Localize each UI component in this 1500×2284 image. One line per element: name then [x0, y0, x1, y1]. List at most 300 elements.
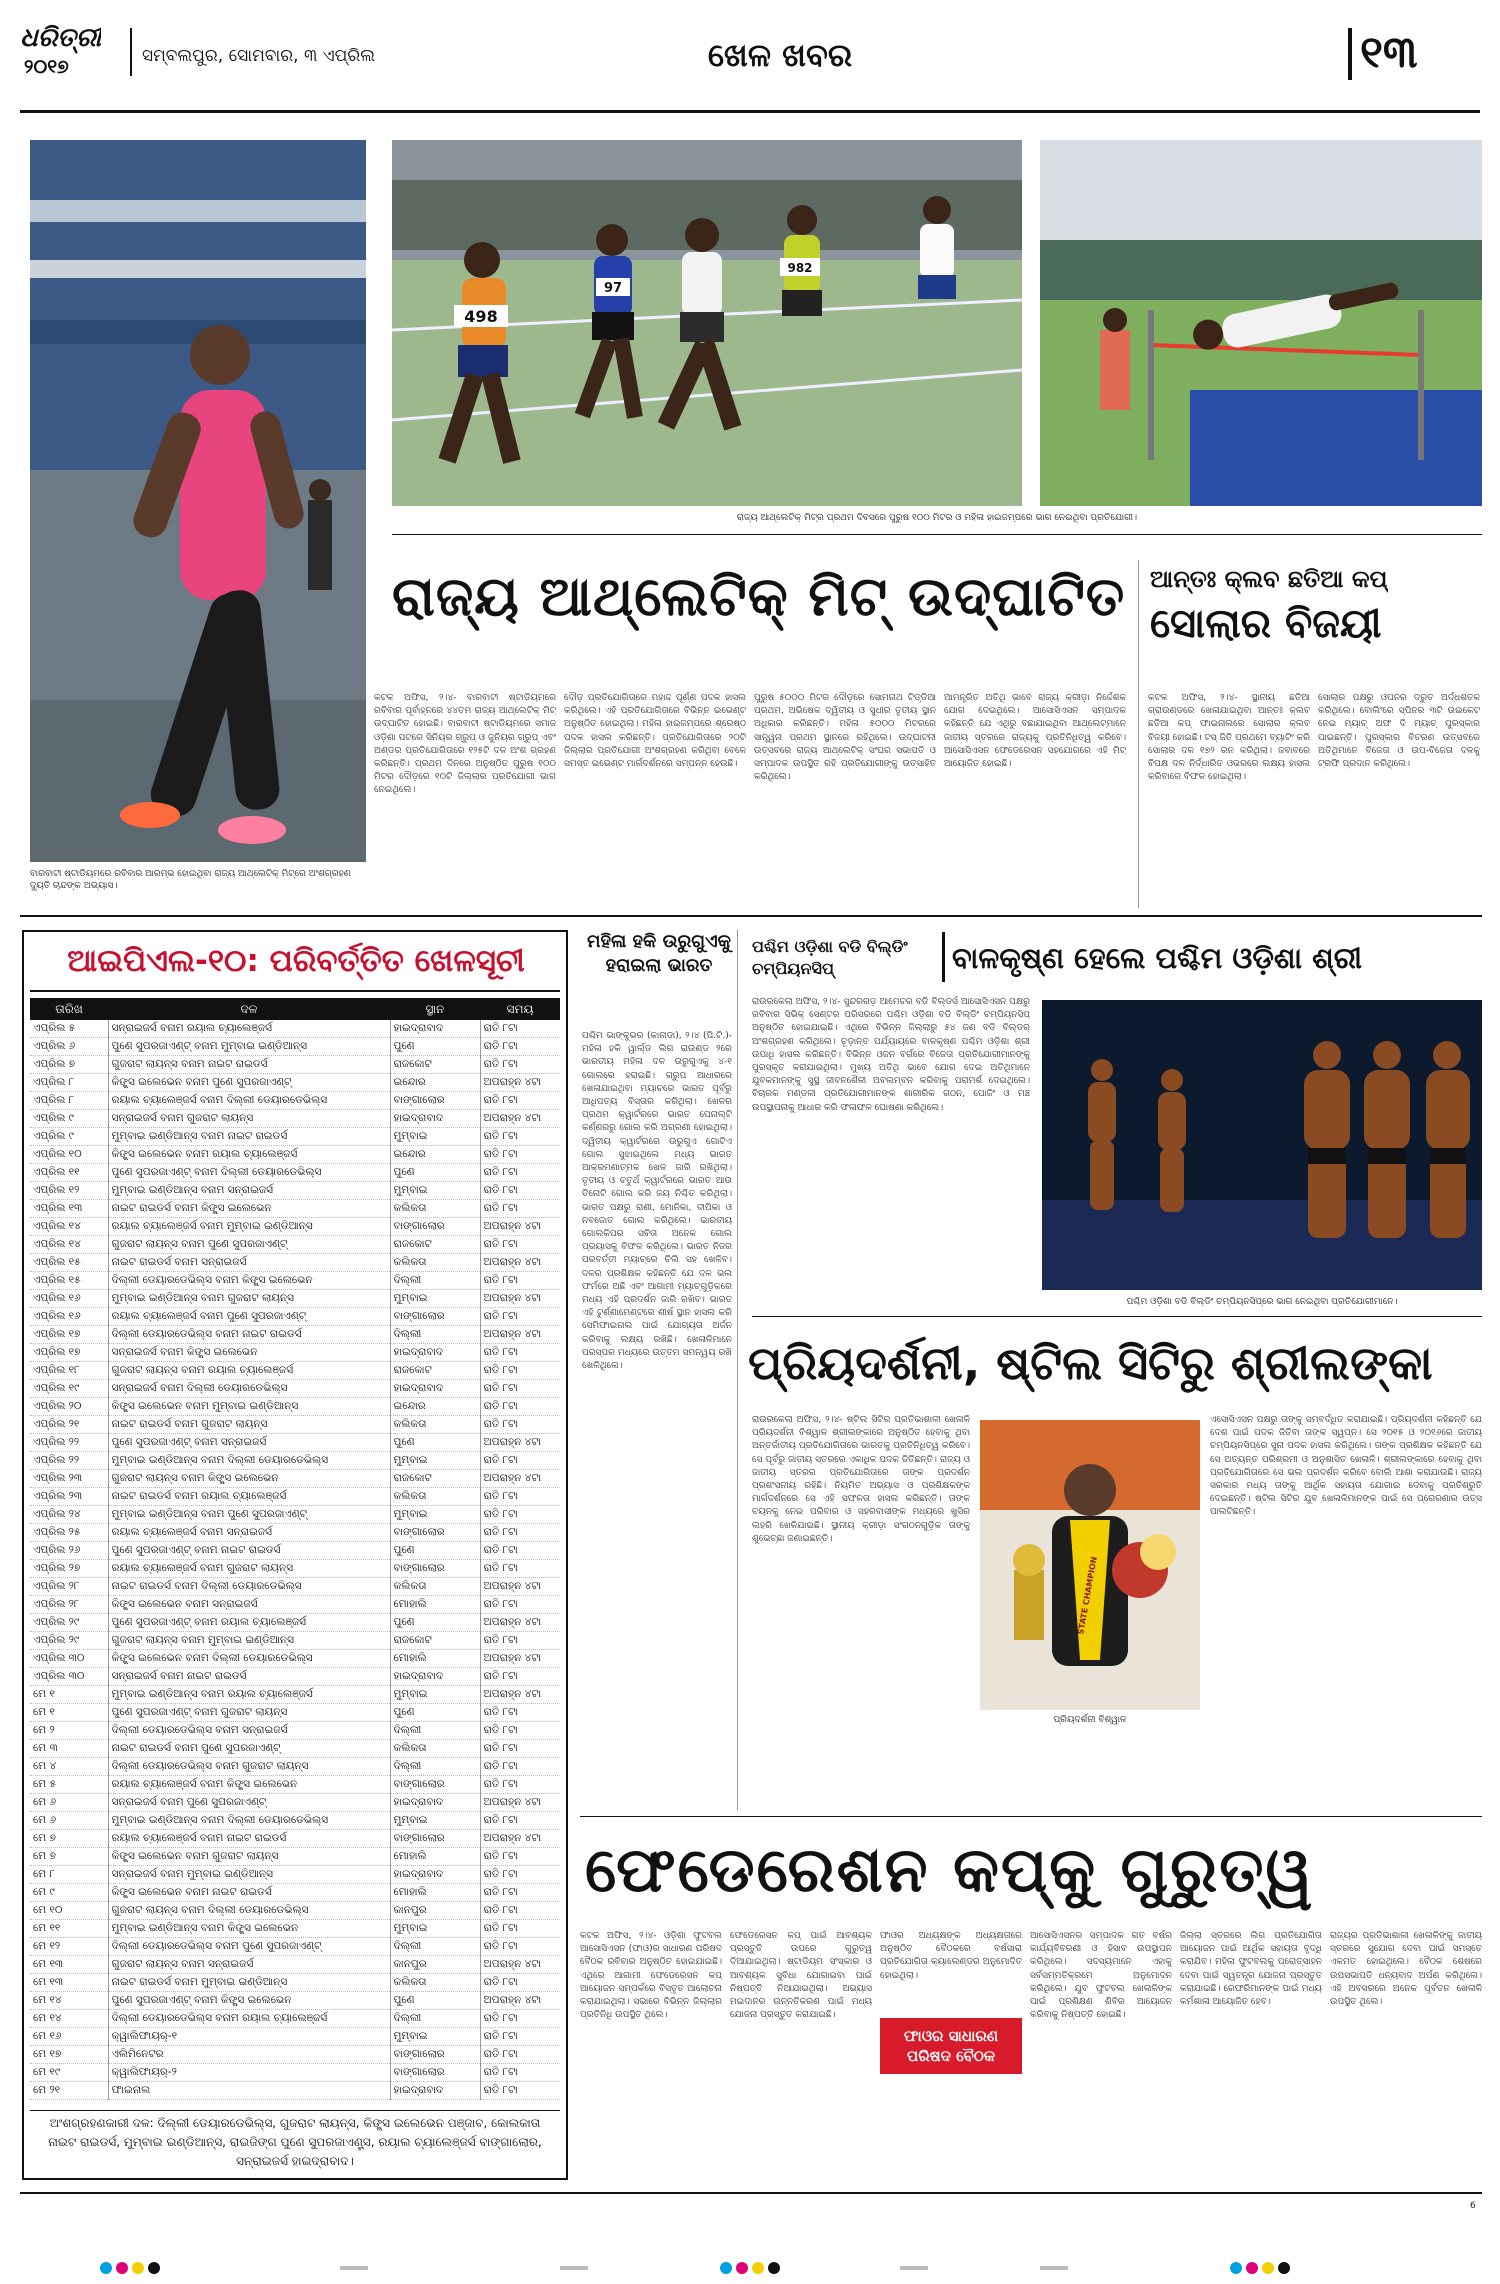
ipl-cell-teams: ଏଲିମିନେଟର [108, 2046, 390, 2064]
ipl-cell-time: ଅପରାହ୍ନ ୪ଟା [483, 1112, 542, 1124]
ipl-cell-date: ଏପ୍ରିଲ ୨୭ [30, 1560, 108, 1578]
ipl-cell-date: ମେ ୧୪ [30, 1992, 108, 2010]
ipl-cell-date: ଏପ୍ରିଲ ୧୨ [30, 1182, 108, 1200]
masthead-year: ୨୦୧୭ [24, 56, 69, 78]
ipl-cell-time: ଅପରାହ୍ନ ୪ଟା [483, 1688, 542, 1700]
ipl-cell-teams: ସନ୍‌ରାଇଜର୍ସ ବନାମ ମୁମ୍ବାଇ ଇଣ୍ଡିଆନ୍ସ [108, 1866, 390, 1884]
federation-col-2: ଫେଡେରେସନ କପ୍ ପାଇଁ ଆବଶ୍ୟକ ପ୍ରସ୍ତୁତି ଉପରେ ଗୁରୁତ୍ୱ ଦିଆଯାଇଥିଲା। ଷ୍ଟାଡିୟମ ସଂସ୍କାର ଓ ଆବଶ୍ୟକ ସୁବିଧା ଯୋଗାଇବା ପାଇଁ ନିଷ୍ପତ୍ତି ନିଆଯାଇଥିଲା। ଅଭ୍ୟାସ ମଇଦାନର ଉନ୍ନତିକରଣ ପାଇଁ ମଧ୍ୟ ଯୋଜନା ପ୍ରସ୍ତୁତ କରାଯାଇଛି। [730, 1931, 872, 2021]
priyadarshini-col-1: ରାଉରକେଲା ଅଫିସ, ୨।୪- ଷ୍ଟିଲ ସିଟିର ପ୍ରତିଭାଶାଳୀ ଖେଳାଳି ପ୍ରିୟଦର୍ଶନୀ ବିଶ୍ୱାଳ ଶ୍ରୀଲଙ୍କାରେ ଅନୁଷ୍ଠିତ ହେବାକୁ ଥିବା ଅନ୍ତର୍ଜାତୀୟ ପ୍ରତିଯୋଗିତାରେ ଭାରତକୁ ପ୍ରତିନିଧିତ୍ୱ କରିବେ। ସେ ପୂର୍ବରୁ ଜାତୀୟ ସ୍ତରରେ ଏକାଧିକ ପଦକ ଜିତିଛନ୍ତି। ରାଜ୍ୟ ଓ ଜାତୀୟ ସ୍ତରର ପ୍ରତିଯୋଗିତାରେ ତାଙ୍କ ପ୍ରଦର୍ଶନ ପ୍ରଶଂସନୀୟ ରହିଛି। ନିୟମିତ ଅଭ୍ୟାସ ଓ ପ୍ରଶିକ୍ଷକଙ୍କ ମାର୍ଗଦର୍ଶନରେ ସେ ଏହି ସଫଳତା ହାସଲ କରିଛନ୍ତି। ତାଙ୍କ ଚୟନକୁ ନେଇ ପରିବାର ଓ ସହରବାସୀଙ୍କ ମଧ୍ୟରେ ଖୁସିର ଲହରି ଖେଳିଯାଇଛି। ସ୍ଥାନୀୟ କ୍ରୀଡ଼ା ସଂଗଠନଗୁଡ଼ିକ ତାଙ୍କୁ ଶୁଭେଚ୍ଛା ଜଣାଇଛନ୍ତି। [752, 1415, 970, 1544]
ipl-cell-time: ରାତି ୮ଟା [483, 1130, 518, 1142]
ipl-cell-time: ରାତି ୮ଟା [483, 1040, 518, 1052]
ipl-cell-teams: କିଙ୍ଗ୍ସ ଇଲେଭେନ ବନାମ ନାଇଟ ରାଇଡର୍ସ [108, 1884, 390, 1902]
ipl-cell-time: ଅପରାହ୍ନ ୪ଟା [483, 1436, 542, 1448]
ipl-row [30, 1380, 560, 1398]
ipl-box [22, 930, 568, 2180]
ipl-cell-date: ଏପ୍ରିଲ ୭ [30, 1056, 108, 1074]
priyadarshini-col-2: ଏସୋସିଏସନ ପକ୍ଷରୁ ତାଙ୍କୁ ସମ୍ବର୍ଦ୍ଧିତ କରାଯାଇଛି। ପ୍ରିୟଦର୍ଶନୀ କହିଛନ୍ତି ଯେ ଦେଶ ପାଇଁ ପଦକ ଜିତିବା ତାଙ୍କ ସ୍ୱପ୍ନ। ସେ ୨୦୧୫ ଓ ୨୦୧୬ରେ ଜାତୀୟ ଚମ୍ପିୟନସିପ୍‌ରେ ସୁନା ପଦକ ହାସଲ କରିଥିଲେ। ତାଙ୍କ ପ୍ରଶିକ୍ଷକ କହିଛନ୍ତି ଯେ ସେ ଅତ୍ୟନ୍ତ ପରିଶ୍ରମୀ ଓ ଅନୁଶାସିତ ଖେଳାଳି। ଶ୍ରୀଲଙ୍କାରେ ହେବାକୁ ଥିବା ପ୍ରତିଯୋଗିତାରେ ସେ ଭଲ ପ୍ରଦର୍ଶନ କରିବେ ବୋଲି ଆଶା କରାଯାଉଛି। ରାଜ୍ୟ ସରକାର ମଧ୍ୟ ତାଙ୍କୁ ଆର୍ଥିକ ସହାୟତା ଯୋଗାଇ ଦେବାକୁ ପ୍ରତିଶ୍ରୁତି ଦେଇଛନ୍ତି। ଷ୍ଟିଲ ସିଟିର ଯୁବ ଖେଳାଳିମାନଙ୍କ ପାଇଁ ସେ ପ୍ରେରଣାର ଉତ୍ସ ପାଲଟିଛନ୍ତି। [1210, 1415, 1482, 1518]
ipl-cell-teams: ନାଇଟ ରାଇଡର୍ସ ବନାମ ପୁଣେ ସୁପରଜାଏଣ୍ଟ୍ [108, 1740, 390, 1758]
athletics-col-1: କଟକ ଅଫିସ, ୨।୪- ବାରବାଟୀ ଷ୍ଟାଡିୟମରେ ରବିବାର ପୂର୍ବାହ୍ନରେ ୪୪ତମ ରାଜ୍ୟ ଆଥ୍ଲେଟିକ୍ ମିଟ୍ ଉଦ୍‌ଘାଟିତ ହୋଇଛି। ବାରବାଟୀ ଷ୍ଟାଡିୟମରେ ସମାଜ ଓଡ଼ିଶା ପଟରେ ସିନିୟର ଗ୍ରୁପ୍ ଓ ଜୁନିୟର ଗ୍ରୁପ୍ ଏବଂ ଅଣ୍ଡର ପ୍ରତିଯୋଗିତାରେ ୧୨୫ଟି ଦଳ ଅଂଶ ଗ୍ରହଣ କରିଛନ୍ତି। ପ୍ରଥମ ଦିନରେ ଅନୁଷ୍ଠିତ ପୁରୁଷ ୧୦୦ ମିଟର ଦୌଡ଼ରେ ୧୦ଟି ଜିଲ୍ଲାର ପ୍ରତିଯୋଗୀ ଭାଗ ନେଇଥିଲେ। [374, 693, 556, 796]
ipl-cell-teams: ସନ୍‌ରାଇଜର୍ସ ବନାମ ରୟାଲ ଚ୍ୟାଲେଞ୍ଜର୍ସ [108, 1020, 390, 1038]
ipl-cell-time: ଅପରାହ୍ନ ୪ଟା [483, 1256, 542, 1268]
ipl-cell-date: ଏପ୍ରିଲ ୨୧ [30, 1416, 108, 1434]
ipl-cell-teams: ପୁଣେ ସୁପରଜାଏଣ୍ଟ୍ ବନାମ ମୁମ୍ବାଇ ଇଣ୍ଡିଆନ୍ସ [108, 1038, 390, 1056]
federation-col-6: ରାଜ୍ୟର ପ୍ରତିଭାଶାଳୀ ଖେଳାଳିଙ୍କୁ ଜାତୀୟ ସ୍ତରରେ ସୁଯୋଗ ଦେବା ପାଇଁ ସମସ୍ତେ ଏକମତ ହୋଇଥିଲେ। ବୈଠକ ଶେଷରେ ଉପସଭାପତି ଧନ୍ୟବାଦ ଅର୍ପଣ କରିଥିଲେ। ଏହି ଅବସରରେ ଅନେକ ପୂର୍ବତନ ଖେଳାଳି ଉପସ୍ଥିତ ଥିଲେ। [1330, 1931, 1482, 2008]
club-headline: ସୋଲାର ବିଜୟୀ [1150, 601, 1382, 647]
ipl-cell-time: ରାତି ୮ଟା [483, 1184, 518, 1196]
bodybuilding-photo [1042, 1000, 1482, 1290]
caption-rule [392, 534, 1482, 535]
ipl-cell-date: ଏପ୍ରିଲ ୨୮ [30, 1578, 108, 1596]
masthead-divider [130, 28, 132, 76]
ipl-row [30, 1434, 560, 1452]
ipl-cell-venue: ବାଙ୍ଗାଲୋର [390, 2064, 480, 2082]
ipl-cell-date: ଏପ୍ରିଲ ୨୬ [30, 1542, 108, 1560]
ipl-cell-time: ରାତି ୮ଟା [483, 1922, 518, 1934]
ipl-cell-time: ରାତି ୮ଟା [483, 1562, 518, 1574]
ipl-cell-venue: ବାଙ୍ଗାଲୋର [390, 1776, 480, 1794]
ipl-cell-venue: ରାଜକୋଟ [390, 1056, 480, 1074]
ipl-cell-date: ଏପ୍ରିଲ ୯ [30, 1110, 108, 1128]
ipl-cell-date: ଏପ୍ରିଲ ୧୯ [30, 1380, 108, 1398]
ipl-cell-time: ରାତି ୮ଟା [483, 1166, 518, 1178]
ipl-cell-date: ଏପ୍ରିଲ ୫ [30, 1020, 108, 1038]
ipl-cell-teams: ନାଇଟ ରାଇଡର୍ସ ବନାମ କିଙ୍ଗ୍ସ ଇଲେଭେନ [108, 1200, 390, 1218]
bodybuilding-kicker: ପଶ୍ଚିମ ଓଡ଼ିଶା ବଡି ବିଲ୍ଡିଂ ଚମ୍ପିୟନସିପ୍ [752, 937, 908, 978]
ipl-cell-time: ଅପରାହ୍ନ ୪ଟା [483, 1994, 542, 2006]
ipl-cell-venue: ପୁଣେ [390, 1038, 480, 1056]
ipl-cell-date: ମେ ୨ [30, 1722, 108, 1740]
athletics-col-3: ପୁରୁଷ ୫୦୦୦ ମିଟର ଦୌଡ଼ରେ ସୋମନାଥ ଟିଡ୍ଡିଆ ପ୍ରଥମ, ଅଭିଷେକ ଦ୍ୱିତୀୟ ଓ ସୁଧୀର ତୃତୀୟ ସ୍ଥାନ ଅଧିକାର କରିଛନ୍ତି। ମହିଳା ୫୦୦୦ ମିଟରରେ ସାନ୍ତ୍ୱନା ପ୍ରଥମ ସ୍ଥାନରେ ରହିଥିଲେ। ଉଦ୍‌ଘାଟନୀ ଉତ୍ସବରେ ରାଜ୍ୟ ଆଥ୍ଲେଟିକ୍ ସଂଘର ସଭାପତି ଓ ସମ୍ପାଦକ ଉପସ୍ଥିତ ରହି ପ୍ରତିଯୋଗୀଙ୍କୁ ଉତ୍ସାହିତ କରିଥିଲେ। [754, 693, 936, 783]
ipl-cell-time: ଅପରାହ୍ନ ୪ଟା [483, 1328, 542, 1340]
ipl-cell-date: ମେ ୧୩ [30, 1956, 108, 1974]
ipl-row [30, 1146, 560, 1164]
ipl-cell-teams: ରୟାଲ ଚ୍ୟାଲେଞ୍ଜର୍ସ ବନାମ ଦିଲ୍ଲୀ ଡେୟାରଡେଭିଲ୍ସ [108, 1092, 390, 1110]
ipl-cell-teams: ଗୁଜରାଟ ଲାୟନ୍ସ ବନାମ ସନ୍‌ରାଇଜର୍ସ [108, 1956, 390, 1974]
ipl-row [30, 1182, 560, 1200]
ipl-row [30, 1452, 560, 1470]
highjump-photo [1040, 140, 1482, 506]
ipl-cell-teams: ମୁମ୍ବାଇ ଇଣ୍ଡିଆନ୍ସ ବନାମ ରୟାଲ ଚ୍ୟାଲେଞ୍ଜର୍ସ [108, 1686, 390, 1704]
ipl-row [30, 2010, 560, 2028]
ipl-row [30, 1920, 560, 1938]
ipl-cell-venue: ମୁମ୍ବାଇ [390, 1506, 480, 1524]
ipl-row [30, 1884, 560, 1902]
federation-box [880, 2018, 1022, 2074]
ipl-cell-venue: ମୁମ୍ବାଇ [390, 1128, 480, 1146]
ipl-cell-time: ରାତି ୮ଟା [483, 2066, 518, 2078]
ipl-cell-venue: ବାଙ୍ଗାଲୋର [390, 2046, 480, 2064]
ipl-cell-venue: ହାଇଦ୍ରାବାଦ [390, 1794, 480, 1812]
club-story-divider [1138, 560, 1139, 908]
federation-col-4: ଆସୋସିଏସନର ସମ୍ପାଦକ ଗତ ବର୍ଷର କାର୍ଯ୍ୟବିବରଣୀ ଓ ହିସାବ ଉପସ୍ଥାପନ କରିଥିଲେ। ସଦସ୍ୟମାନେ ଏହାକୁ ସର୍ବସମ୍ମତିକ୍ରମେ ଅନୁମୋଦନ କରିଥିଲେ। ଯୁବ ଫୁଟବଲ ଖେଳାଳିଙ୍କ ପାଇଁ ପ୍ରଶିକ୍ଷଣ ଶିବିର ଆୟୋଜନ କରିବାକୁ ନିଷ୍ପତ୍ତି ହୋଇଛି। [1030, 1931, 1172, 2021]
ipl-cell-teams: କ୍ୱାଲିଫାୟର୍-୨ [108, 2064, 390, 2082]
ipl-cell-venue: ବାଙ୍ଗାଲୋର [390, 1308, 480, 1326]
registration-bar [340, 2266, 368, 2270]
ipl-row [30, 1902, 560, 1920]
federation-col-3: ଫାଓର ଅଧ୍ୟକ୍ଷଙ୍କ ଅଧ୍ୟକ୍ଷତାରେ ଅନୁଷ୍ଠିତ ବୈଠକରେ ବର୍ଷସାରା ପ୍ରତିଯୋଗିତା କ୍ୟାଲେଣ୍ଡର ଅନୁମୋଦିତ ହୋଇଥିଲା। [880, 1931, 1022, 1981]
ipl-row [30, 1632, 560, 1650]
masthead-brand: ଧରିତ୍ରୀ [20, 23, 102, 53]
priyadarshini-photo [980, 1420, 1200, 1710]
ipl-cell-venue: ଦିଲ୍ଲୀ [390, 2010, 480, 2028]
ipl-cell-time: ରାତି ୮ଟା [483, 1598, 518, 1610]
ipl-cell-venue: ମୋହାଲି [390, 1596, 480, 1614]
ipl-cell-time: ରାତି ୮ଟା [483, 1868, 518, 1880]
ipl-cell-teams: କିଙ୍ଗ୍ସ ଇଲେଭେନ ବନାମ ଦିଲ୍ଲୀ ଡେୟାରଡେଭିଲ୍ସ [108, 1650, 390, 1668]
ipl-cell-venue: ଦିଲ୍ଲୀ [390, 1938, 480, 1956]
ipl-cell-date: ମେ ୧୪ [30, 2010, 108, 2028]
athletics-caption: ରାଜ୍ୟ ଆଥ୍ଲେଟିକ୍ ମିଟ୍‌ର ପ୍ରଥମ ଦିବସରେ ପୁରୁଷ ୧୦୦ ମିଟର ଓ ମହିଳା ହାଇଜମ୍ପରେ ଭାଗ ନେଇଥିବା ପ୍ରତିଯୋଗୀ। [736, 513, 1138, 523]
bodybuilding-body: ରାଉରକେଲା ଅଫିସ, ୨।୪- ସୁନ୍ଦରଗଡ଼ ଆମେଚର ବଡି ବିଲ୍ଡର୍ସ ଆସୋସିଏସନ ପକ୍ଷରୁ ରବିବାର ସିଭିକ୍ ସେଣ୍ଟର ପରିସରରେ ପଶ୍ଚିମ ଓଡ଼ିଶା ବଡି ବିଲ୍ଡିଂ ଚମ୍ପିୟନସିପ୍ ଅନୁଷ୍ଠିତ ହୋଇଯାଇଛି। ଏଥିରେ ବିଭିନ୍ନ ଜିଲ୍ଲାରୁ ୫୪ ଜଣ ବଡି ବିଲ୍ଡର୍ ଅଂଶଗ୍ରହଣ କରିଥିଲେ। ଚୂଡ଼ାନ୍ତ ପର୍ଯ୍ୟାୟରେ ବାଳକୃଷ୍ଣ ପଶ୍ଚିମ ଓଡ଼ିଶା ଶ୍ରୀ ଉପାଧି ହାସଲ କରିଛନ୍ତି। ବିଭିନ୍ନ ଓଜନ ବର୍ଗରେ ବିଜେତା ପ୍ରତିଯୋଗୀମାନଙ୍କୁ ପୁରସ୍କୃତ କରାଯାଇଥିଲା। ମୁଖ୍ୟ ଅତିଥି ଭାବେ ଯୋଗ ଦେଇ ଅତିଥିମାନେ ଯୁବକମାନଙ୍କୁ ସୁସ୍ଥ ଜୀବନଶୈଳୀ ଅବଲମ୍ବନ କରିବାକୁ ପରାମର୍ଶ ଦେଇଥିଲେ। ବିଚାରକ ମଣ୍ଡଳୀ ପ୍ରତିଯୋଗୀମାନଙ୍କ ଶାରୀରିକ ଗଠନ, ପୋଜିଂ ଓ ମଞ୍ଚ ଉପସ୍ଥାପନାକୁ ଆଧାର କରି ଫଳାଫଳ ଘୋଷଣା କରିଥିଲେ। [752, 997, 1030, 1113]
ipl-cell-date: ଏପ୍ରିଲ ୩୦ [30, 1650, 108, 1668]
ipl-cell-time: ରାତି ୮ଟା [483, 2030, 518, 2042]
ipl-cell-time: ରାତି ୮ଟା [483, 2048, 518, 2060]
ipl-row [30, 1308, 560, 1326]
hockey-column [580, 930, 738, 1810]
ipl-cell-teams: ନାଇଟ ରାଇଡର୍ସ ବନାମ ମୁମ୍ବାଇ ଇଣ୍ଡିଆନ୍ସ [108, 1974, 390, 1992]
bodybuilding-headline: ବାଳକୃଷ୍ଣ ହେଲେ ପଶ୍ଚିମ ଓଡ଼ିଶା ଶ୍ରୀ [952, 941, 1363, 975]
ipl-cell-time: ଅପରାହ୍ନ ୪ଟା [483, 1472, 542, 1484]
priyadarshini-illustration [980, 1420, 1200, 1710]
ipl-row [30, 1758, 560, 1776]
ipl-cell-venue: କଲିକତା [390, 1974, 480, 1992]
ipl-cell-date: ଏପ୍ରିଲ ୧୫ [30, 1254, 108, 1272]
ipl-row [30, 1092, 560, 1110]
ipl-cell-teams: ରୟାଲ ଚ୍ୟାଲେଞ୍ଜର୍ସ ବନାମ ନାଇଟ ରାଇଡର୍ସ [108, 1830, 390, 1848]
ipl-cell-venue: ପୁଣେ [390, 1614, 480, 1632]
ipl-cell-teams: ଦିଲ୍ଲୀ ଡେୟାରଡେଭିଲ୍ସ ବନାମ କିଙ୍ଗ୍ସ ଇଲେଭେନ [108, 1272, 390, 1290]
ipl-cell-time: ରାତି ୮ଟା [483, 1724, 518, 1736]
footer-page-code: 6 [1470, 2201, 1476, 2211]
ipl-row [30, 1362, 560, 1380]
federation-box-label: ଫାଓର ସାଧାରଣ ପରିଷଦ ବୈଠକ [903, 2027, 999, 2065]
ipl-cell-time: ରାତି ୮ଟା [483, 1760, 518, 1772]
footer-rule [20, 2192, 1482, 2194]
ipl-cell-venue: କଲିକତା [390, 1416, 480, 1434]
ipl-cell-venue: ମୁମ୍ବାଇ [390, 1686, 480, 1704]
ipl-cell-teams: ନାଇଟ ରାଇଡର୍ସ ବନାମ ଗୁଜରାଟ ଲାୟନ୍ସ [108, 1416, 390, 1434]
ipl-cell-date: ମେ ୫ [30, 1776, 108, 1794]
ipl-cell-teams: କିଙ୍ଗ୍ସ ଇଲେଭେନ ବନାମ ଗୁଜରାଟ ଲାୟନ୍ସ [108, 1848, 390, 1866]
ipl-cell-teams: କିଙ୍ଗ୍ସ ଇଲେଭେନ ବନାମ ରୟାଲ ଚ୍ୟାଲେଞ୍ଜର୍ସ [108, 1146, 390, 1164]
ipl-cell-venue: କଲିକତା [390, 1740, 480, 1758]
ipl-cell-venue: ବାଙ୍ଗାଲୋର [390, 1524, 480, 1542]
ipl-row [30, 1416, 560, 1434]
ipl-cell-date: ଏପ୍ରିଲ ୨୮ [30, 1596, 108, 1614]
ipl-row [30, 1974, 560, 1992]
ipl-cell-teams: ମୁମ୍ବାଇ ଇଣ୍ଡିଆନ୍ସ ବନାମ କିଙ୍ଗ୍ସ ଇଲେଭେନ [108, 1920, 390, 1938]
ipl-row [30, 1542, 560, 1560]
section-title: ଖେଳ ଖବର [707, 36, 853, 74]
ipl-cell-venue: କାନପୁର [390, 1956, 480, 1974]
ipl-cell-venue: ମୁମ୍ବାଇ [390, 1452, 480, 1470]
ipl-cell-time: ରାତି ୮ଟା [483, 1742, 518, 1754]
ipl-row [30, 1470, 560, 1488]
ipl-cell-time: ରାତି ୮ଟା [483, 1670, 518, 1682]
ipl-row [30, 1614, 560, 1632]
ipl-cell-venue: ମୁମ୍ବାଇ [390, 2028, 480, 2046]
ipl-cell-date: ମେ ୧୩ [30, 1974, 108, 1992]
ipl-cell-teams: ଦିଲ୍ଲୀ ଡେୟାରଡେଭିଲ୍ସ ବନାମ ପୁଣେ ସୁପରଜାଏଣ୍ଟ୍ [108, 1938, 390, 1956]
ipl-cell-venue: ମୁମ୍ବାଇ [390, 1920, 480, 1938]
ipl-cell-teams: ଫାଇନାଲ [108, 2082, 390, 2100]
runner-caption: ବାରବାଟୀ ଷ୍ଟାଡିୟମରେ ରବିବାର ଆରମ୍ଭ ହୋଇଥିବା ରାଜ୍ୟ ଆଥ୍ଲେଟିକ୍ ମିଟ୍‌ରେ ଅଂଶଗ୍ରହଣ ଦ୍ୟୁତି ଚାନ୍ଦଙ୍କ ଅଭ୍ୟାସ। [30, 869, 351, 891]
ipl-row [30, 1164, 560, 1182]
ipl-cell-date: ଏପ୍ରିଲ ୨୨ [30, 1452, 108, 1470]
sprint-illustration [392, 140, 1022, 506]
hockey-body: ପଶ୍ଚିମ ଭାଙ୍କୁଭର (କାନାଡା), ୨।୪ (ପି.ଟି.)- ମହିଳା ହକି ୱାର୍ଲ୍ଡ ଲିଗ ରାଉଣ୍ଡ ୨ରେ ଭାରତୀୟ ମହିଳା ଦଳ ଉରୁଗୁଏକୁ ୪-୧ ଗୋଲରେ ହରାଇଛି। ଗ୍ରୁପ ଆଧାରରେ ଖେଳାଯାଇଥିବା ମ୍ୟାଚରେ ଭାରତ ପୂର୍ବରୁ ଆଧିପତ୍ୟ ବିସ୍ତାର କରିଥିଲା। ଖେଳର ପ୍ରଥମ କ୍ୱାର୍ଟରରେ ଭାରତ ପେନାଲ୍ଟି କର୍ଣ୍ଣରରୁ ଗୋଲ କରି ଅଗ୍ରଣୀ ହୋଇଥିଲା। ଦ୍ୱିତୀୟ କ୍ୱାର୍ଟରରେ ଉରୁଗୁଏ ଗୋଟିଏ ଗୋଲ ସୁଝାଇଥିଲେ ମଧ୍ୟ ଭାରତ ଆକ୍ରମଣାତ୍ମକ ଖେଳ ଜାରି ରଖିଥିଲା। ତୃତୀୟ ଓ ଚତୁର୍ଥ କ୍ୱାର୍ଟରରେ ଭାରତ ଆଉ ତିନୋଟି ଗୋଲ କରି ଜୟ ନିଶ୍ଚିତ କରିଥିଲା। ଭାରତ ପକ୍ଷରୁ ରାଣୀ, ମୋନିକା, ଦୀପିକା ଓ ନବଜୋତ ଗୋଲ କରିଥିଲେ। ଭାରତୀୟ ଗୋଲକିପର ସବିତା ଅନେକ ଗୋଲ ପ୍ରୟାସକୁ ବିଫଳ କରିଥିଲେ। ଭାରତ ନିଜର ପରବର୍ତ୍ତୀ ମ୍ୟାଚ୍‌ରେ ଚିଲି ସହ ଖେଳିବ। ଦଳର ପ୍ରଶିକ୍ଷକ କହିଛନ୍ତି ଯେ ଦଳ ଭଲ ଫର୍ମରେ ଅଛି ଏବଂ ଆଗାମୀ ମ୍ୟାଚ୍‌ଗୁଡ଼ିକରେ ମଧ୍ୟ ଏହି ପ୍ରଦର୍ଶନ ଜାରି ରଖିବ। ଭାରତ ଏହି ଟୁର୍ଣ୍ଣାମେଣ୍ଟରେ ଶୀର୍ଷ ସ୍ଥାନ ହାସଲ କରି ସେମିଫାଇନାଲ ପାଇଁ ଯୋଗ୍ୟତା ଅର୍ଜନ କରିବାକୁ ଲକ୍ଷ୍ୟ ରଖିଛି। ଖେଳାଳିମାନେ ପରସ୍ପର ମଧ୍ୟରେ ଉତ୍ତମ ସମନ୍ୱୟ ରଖି ଖେଳିଥିଲେ। [582, 1031, 732, 1372]
ipl-cell-date: ମେ ୧ [30, 1704, 108, 1722]
ipl-row [30, 1254, 560, 1272]
ipl-cell-date: ଏପ୍ରିଲ ୧୮ [30, 1362, 108, 1380]
athletics-headline: ରାଜ୍ୟ ଆଥ୍ଲେଟିକ୍ ମିଟ୍ ଉଦ୍‌ଘାଟିତ [392, 565, 1126, 628]
ipl-cell-venue: ରାଜକୋଟ [390, 1362, 480, 1380]
ipl-cell-teams: କିଙ୍ଗ୍ସ ଇଲେଭେନ ବନାମ ସନ୍‌ରାଇଜର୍ସ [108, 1596, 390, 1614]
ipl-cell-venue: ଇନ୍ଦୋର [390, 1146, 480, 1164]
ipl-cell-time: ରାତି ୮ଟା [483, 1148, 518, 1160]
ipl-cell-time: ରାତି ୮ଟା [483, 1202, 518, 1214]
ipl-cell-time: ରାତି ୮ଟା [483, 1544, 518, 1556]
registration-dot [1246, 2262, 1258, 2274]
runner-photo [30, 140, 366, 862]
ipl-row [30, 1650, 560, 1668]
ipl-cell-date: ମେ ୬ [30, 1794, 108, 1812]
federation-headline: ଫେଡେରେଶନ କପ୍‌କୁ ଗୁରୁତ୍ୱ [585, 1833, 1315, 1906]
ipl-cell-date: ମେ ୧୦ [30, 1902, 108, 1920]
ipl-cell-date: ଏପ୍ରିଲ ୧୬ [30, 1308, 108, 1326]
page-number-bar [1348, 28, 1352, 80]
sprinter-5 [918, 196, 956, 299]
ipl-header-venue: ସ୍ଥାନ [425, 1001, 445, 1016]
priyadarshini-headline: ପ୍ରିୟଦର୍ଶନୀ, ଷ୍ଟିଲ ସିଟିରୁ ଶ୍ରୀଲଙ୍କା [748, 1336, 1433, 1390]
registration-bar [900, 2266, 928, 2270]
ipl-cell-time: ରାତି ୮ଟା [483, 1022, 518, 1034]
ipl-cell-teams: ରୟାଲ ଚ୍ୟାଲେଞ୍ଜର୍ସ ବନାମ କିଙ୍ଗ୍ସ ଇଲେଭେନ [108, 1776, 390, 1794]
ipl-cell-date: ଏପ୍ରିଲ ୮ [30, 1092, 108, 1110]
runner-illustration [30, 140, 366, 862]
ipl-cell-time: ରାତି ୮ଟା [483, 2012, 518, 2024]
ipl-cell-teams: ପୁଣେ ସୁପରଜାଏଣ୍ଟ୍ ବନାମ ଗୁଜରାଟ ଲାୟନ୍ସ [108, 1704, 390, 1722]
registration-dot [736, 2262, 748, 2274]
ipl-cell-teams: ପୁଣେ ସୁପରଜାଏଣ୍ଟ୍ ବନାମ ନାଇଟ ରାଇଡର୍ସ [108, 1542, 390, 1560]
ipl-row [30, 1578, 560, 1596]
ipl-cell-teams: ପୁଣେ ସୁପରଜାଏଣ୍ଟ୍ ବନାମ କିଙ୍ଗ୍ସ ଇଲେଭେନ [108, 1992, 390, 2010]
ipl-row [30, 1686, 560, 1704]
ipl-cell-date: ମେ ୧୬ [30, 2028, 108, 2046]
ipl-cell-teams: ସନ୍‌ରାଇଜର୍ସ ବନାମ ନାଇଟ ରାଇଡର୍ସ [108, 1668, 390, 1686]
ipl-row [30, 1020, 560, 1038]
ipl-row [30, 1794, 560, 1812]
ipl-cell-teams: କିଙ୍ଗ୍ସ ଇଲେଭେନ ବନାମ ମୁମ୍ବାଇ ଇଣ୍ଡିଆନ୍ସ [108, 1398, 390, 1416]
bib-97: 97 [603, 281, 623, 296]
ipl-cell-date: ଏପ୍ରିଲ ୨୪ [30, 1506, 108, 1524]
ipl-cell-teams: ସନ୍‌ରାଇଜର୍ସ ବନାମ ପୁଣେ ସୁପରଜାଏଣ୍ଟ୍ [108, 1794, 390, 1812]
ipl-header-date: ତାରିଖ [55, 1001, 83, 1016]
federation-col-1: କଟକ ଅଫିସ, ୨।୪- ଓଡ଼ିଶା ଫୁଟବଲ ଆସୋସିଏସନ (ଫାଓ)ର ସାଧାରଣ ପରିଷଦ ବୈଠକ ରବିବାର ଅନୁଷ୍ଠିତ ହୋଇଯାଇଛି। ଏଥିରେ ଆଗାମୀ ଫେଡେରେସନ କପ୍ ଆୟୋଜନ ସମ୍ପର୍କରେ ବିସ୍ତୃତ ଆଲୋଚନା କରାଯାଇଥିଲା। ସଭାରେ ବିଭିନ୍ନ ଜିଲ୍ଲାର ପ୍ରତିନିଧି ଉପସ୍ଥିତ ଥିଲେ। [580, 1931, 722, 2021]
registration-bar [1040, 2266, 1068, 2270]
ipl-cell-date: ମେ ୧୯ [30, 2064, 108, 2082]
ipl-row [30, 1992, 560, 2010]
ipl-row [30, 1866, 560, 1884]
ipl-cell-venue: ମୁମ୍ବାଇ [390, 1812, 480, 1830]
ipl-cell-date: ଏପ୍ରିଲ ୧୪ [30, 1236, 108, 1254]
ipl-header-row [30, 998, 560, 1020]
ipl-cell-time: ରାତି ୮ଟା [483, 1976, 518, 1988]
registration-dot [148, 2262, 160, 2274]
ipl-cell-time: ରାତି ୮ଟା [483, 1526, 518, 1538]
ipl-cell-teams: ପୁଣେ ସୁପରଜାଏଣ୍ଟ୍ ବନାମ ରୟାଲ ଚ୍ୟାଲେଞ୍ଜର୍ସ [108, 1614, 390, 1632]
ipl-cell-venue: ଦିଲ୍ଲୀ [390, 1722, 480, 1740]
registration-dot [720, 2262, 732, 2274]
ipl-cell-time: ଅପରାହ୍ନ ୪ଟା [483, 1292, 542, 1304]
ipl-row [30, 1200, 560, 1218]
ipl-cell-teams: ମୁମ୍ବାଇ ଇଣ୍ଡିଆନ୍ସ ବନାମ ଦିଲ୍ଲୀ ଡେୟାରଡେଭିଲ୍ସ [108, 1812, 390, 1830]
ipl-cell-time: ରାତି ୮ଟା [483, 1634, 518, 1646]
ipl-row [30, 1110, 560, 1128]
registration-dot [1262, 2262, 1274, 2274]
ipl-cell-venue: ପୁଣେ [390, 1704, 480, 1722]
registration-dot [116, 2262, 128, 2274]
ipl-row [30, 1236, 560, 1254]
ipl-row [30, 2064, 560, 2082]
ipl-cell-teams: ସନ୍‌ରାଇଜର୍ସ ବନାମ ଗୁଜରାଟ ଲାୟନ୍ସ [108, 1110, 390, 1128]
ipl-cell-venue: କଲିକତା [390, 1488, 480, 1506]
ipl-cell-venue: ମୁମ୍ବାଇ [390, 1182, 480, 1200]
ipl-cell-time: ରାତି ୮ଟା [483, 1418, 518, 1430]
ipl-cell-time: ରାତି ୮ଟା [483, 1940, 518, 1952]
ipl-cell-time: ରାତି ୮ଟା [483, 1814, 518, 1826]
ipl-cell-teams: ମୁମ୍ବାଇ ଇଣ୍ଡିଆନ୍ସ ବନାମ ନାଇଟ ରାଇଡର୍ସ [108, 1128, 390, 1146]
ipl-cell-venue: ରାଜକୋଟ [390, 1470, 480, 1488]
ipl-cell-venue: ଇନ୍ଦୋର [390, 1398, 480, 1416]
ipl-cell-teams: ମୁମ୍ବାଇ ଇଣ୍ଡିଆନ୍ସ ବନାମ ପୁଣେ ସୁପରଜାଏଣ୍ଟ୍ [108, 1506, 390, 1524]
page-number: ୧୩ [1360, 27, 1418, 78]
ipl-row [30, 1326, 560, 1344]
ipl-cell-venue: ଦିଲ୍ଲୀ [390, 1758, 480, 1776]
ipl-cell-date: ମେ ୭ [30, 1830, 108, 1848]
ipl-cell-time: ଅପରାହ୍ନ ୪ଟା [483, 1652, 542, 1664]
ipl-cell-teams: ନାଇଟ ରାଇଡର୍ସ ବନାମ ଦିଲ୍ଲୀ ଡେୟାରଡେଭିଲ୍ସ [108, 1578, 390, 1596]
ipl-cell-date: ଏପ୍ରିଲ ୨୨ [30, 1434, 108, 1452]
ipl-cell-date: ଏପ୍ରିଲ ୧୧ [30, 1164, 108, 1182]
ipl-cell-venue: ପୁଣେ [390, 1992, 480, 2010]
ipl-cell-date: ମେ ୧୧ [30, 1920, 108, 1938]
ipl-cell-time: ଅପରାହ୍ନ ୪ଟା [483, 1958, 542, 1970]
ipl-cell-time: ରାତି ୮ଟା [483, 1058, 518, 1070]
ipl-cell-date: ଏପ୍ରିଲ ୨୩ [30, 1470, 108, 1488]
ipl-cell-time: ରାତି ୮ଟା [483, 1490, 518, 1502]
ipl-cell-teams: ଦିଲ୍ଲୀ ଡେୟାରଡେଭିଲ୍ସ ବନାମ ନାଇଟ ରାଇଡର୍ସ [108, 1326, 390, 1344]
ipl-cell-venue: ଇନ୍ଦୋର [390, 1074, 480, 1092]
ipl-cell-time: ରାତି ୮ଟା [483, 1346, 518, 1358]
ipl-footnote: ଅଂଶଗ୍ରହଣକାରୀ ଦଳ: ଦିଲ୍ଲୀ ଡେୟାରଡେଭିଲ୍ସ, ଗୁଜରାଟ ଲାୟନ୍ସ, କିଙ୍ଗ୍ସ ଇଲେଭେନ ପଞ୍ଜାବ, କୋଲକାତା ନାଇଟ ରାଇଡର୍ସ, ମୁମ୍ବାଇ ଇଣ୍ଡିଆନ୍ସ, ରାଇଜିଙ୍ଗ ପୁଣେ ସୁପରଜାଏଣ୍ଟ୍ସ, ରୟାଲ ଚ୍ୟାଲେଞ୍ଜର୍ସ ବାଙ୍ଗାଲୋର, ସନ୍‌ରାଇଜର୍ସ ହାଇଦ୍ରାବାଦ। [48, 2116, 542, 2168]
ipl-cell-venue: କଲିକତା [390, 1254, 480, 1272]
ipl-footnote-rule [30, 2110, 560, 2111]
club-col-1: କଟକ ଅଫିସ, ୨।୪- ସ୍ଥାନୀୟ ଛତିଆ ଗ୍ରାଉଣ୍ଡରେ ଖେଳାଯାଇଥିବା ଆନ୍ତଃ କ୍ଲବ ଛତିଆ କପ୍ ଫାଇନାଲରେ ସୋଲାର କ୍ଲବ ବିଜୟୀ ହୋଇଛି। ଟସ୍ ଜିତି ପ୍ରଥମେ ବ୍ୟାଟିଂ କରି ସୋଲାର ଦଳ ୧୭୨ ରନ କରିଥିଲା। ଜବାବରେ ବିପକ୍ଷ ଦଳ ନିର୍ଦ୍ଧାରିତ ଓଭରରେ ଲକ୍ଷ୍ୟ ହାସଲ କରିବାରେ ବିଫଳ ହୋଇଥିଲା। [1148, 693, 1310, 783]
ipl-cell-venue: ହାଇଦ୍ରାବାଦ [390, 1110, 480, 1128]
ipl-row [30, 1506, 560, 1524]
priyadarshini-sash: STATE CHAMPION [1076, 1555, 1099, 1636]
ipl-cell-teams: ଗୁଜରାଟ ଲାୟନ୍ସ ବନାମ ମୁମ୍ବାଇ ଇଣ୍ଡିଆନ୍ସ [108, 1632, 390, 1650]
ipl-cell-date: ଏପ୍ରିଲ ୨୩ [30, 1488, 108, 1506]
ipl-cell-date: ମେ ୧ [30, 1686, 108, 1704]
bib-982: 982 [787, 261, 813, 275]
ipl-row [30, 1776, 560, 1794]
ipl-cell-teams: ଗୁଜରାଟ ଲାୟନ୍ସ ବନାମ ନାଇଟ ରାଇଡର୍ସ [108, 1056, 390, 1074]
ipl-row [30, 1074, 560, 1092]
ipl-row [30, 1938, 560, 1956]
ipl-row [30, 1290, 560, 1308]
registration-dot [768, 2262, 780, 2274]
ipl-cell-date: ମେ ୪ [30, 1758, 108, 1776]
bodybuilding-headline-bar [942, 932, 945, 982]
registration-bar [560, 2266, 588, 2270]
ipl-row [30, 1740, 560, 1758]
ipl-cell-venue: ବାଙ୍ଗାଲୋର [390, 1560, 480, 1578]
ipl-row [30, 1128, 560, 1146]
ipl-row [30, 1398, 560, 1416]
ipl-cell-time: ରାତି ୮ଟା [483, 1904, 518, 1916]
lower-rule [580, 1816, 1482, 1817]
ipl-row [30, 2082, 560, 2100]
ipl-cell-time: ଅପରାହ୍ନ ୪ଟା [483, 1076, 542, 1088]
ipl-header-time: ସମୟ [506, 1001, 534, 1016]
ipl-cell-venue: ପୁଣେ [390, 1542, 480, 1560]
ipl-row [30, 1056, 560, 1074]
ipl-cell-venue: ହାଇଦ୍ରାବାଦ [390, 2082, 480, 2100]
ipl-cell-date: ମେ ୧୨ [30, 1938, 108, 1956]
ipl-cell-time: ରାତି ୮ଟା [483, 1508, 518, 1520]
ipl-cell-venue: ହାଇଦ୍ରାବାଦ [390, 1020, 480, 1038]
ipl-cell-time: ରାତି ୮ଟା [483, 1886, 518, 1898]
ipl-row [30, 1596, 560, 1614]
ipl-cell-date: ମେ ୭ [30, 1848, 108, 1866]
ipl-cell-date: ଏପ୍ରିଲ ୨୯ [30, 1614, 108, 1632]
ipl-cell-date: ମେ ୬ [30, 1812, 108, 1830]
ipl-cell-date: ଏପ୍ରିଲ ୨୫ [30, 1524, 108, 1542]
ipl-cell-venue: ମୋହାଲି [390, 1848, 480, 1866]
ipl-row [30, 1344, 560, 1362]
ipl-cell-time: ରାତି ୮ଟା [483, 1706, 518, 1718]
ipl-cell-time: ରାତି ୮ଟା [483, 2084, 518, 2096]
registration-dot [132, 2262, 144, 2274]
ipl-cell-venue: ମୋହାଲି [390, 1650, 480, 1668]
ipl-row [30, 1560, 560, 1578]
ipl-cell-venue: ଦିଲ୍ଲୀ [390, 1272, 480, 1290]
ipl-cell-date: ଏପ୍ରିଲ ୧୩ [30, 1200, 108, 1218]
ipl-cell-date: ଏପ୍ରିଲ ୧୫ [30, 1272, 108, 1290]
ipl-cell-venue: ହାଇଦ୍ରାବାଦ [390, 1866, 480, 1884]
registration-dot [100, 2262, 112, 2274]
ipl-cell-time: ଅପରାହ୍ନ ୪ଟା [483, 1616, 542, 1628]
ipl-cell-time: ଅପରାହ୍ନ ୪ଟା [483, 1220, 542, 1232]
ipl-cell-time: ରାତି ୮ଟା [483, 1364, 518, 1376]
ipl-cell-date: ମେ ୨୧ [30, 2082, 108, 2100]
ipl-cell-time: ରାତି ୮ଟା [483, 1274, 518, 1286]
ipl-cell-time: ଅପରାହ୍ନ ୪ଟା [483, 1580, 542, 1592]
ipl-cell-teams: ନାଇଟ ରାଇଡର୍ସ ବନାମ ରୟାଲ ଚ୍ୟାଲେଞ୍ଜର୍ସ [108, 1488, 390, 1506]
ipl-cell-venue: ବାଙ୍ଗାଲୋର [390, 1092, 480, 1110]
ipl-cell-venue: କାନପୁର [390, 1902, 480, 1920]
ipl-cell-date: ଏପ୍ରିଲ ୨୦ [30, 1398, 108, 1416]
ipl-cell-teams: ମୁମ୍ବାଇ ଇଣ୍ଡିଆନ୍ସ ବନାମ ଦିଲ୍ଲୀ ଡେୟାରଡେଭିଲ୍ସ [108, 1452, 390, 1470]
ipl-row [30, 1812, 560, 1830]
ipl-row [30, 1038, 560, 1056]
ipl-row [30, 1488, 560, 1506]
ipl-cell-teams: କ୍ୱାଲିଫାୟର୍-୧ [108, 2028, 390, 2046]
ipl-cell-time: ଅପରାହ୍ନ ୪ଟା [483, 1796, 542, 1808]
ipl-cell-teams: ଦିଲ୍ଲୀ ଡେୟାରଡେଭିଲ୍ସ ବନାମ ସନ୍‌ରାଇଜର୍ସ [108, 1722, 390, 1740]
